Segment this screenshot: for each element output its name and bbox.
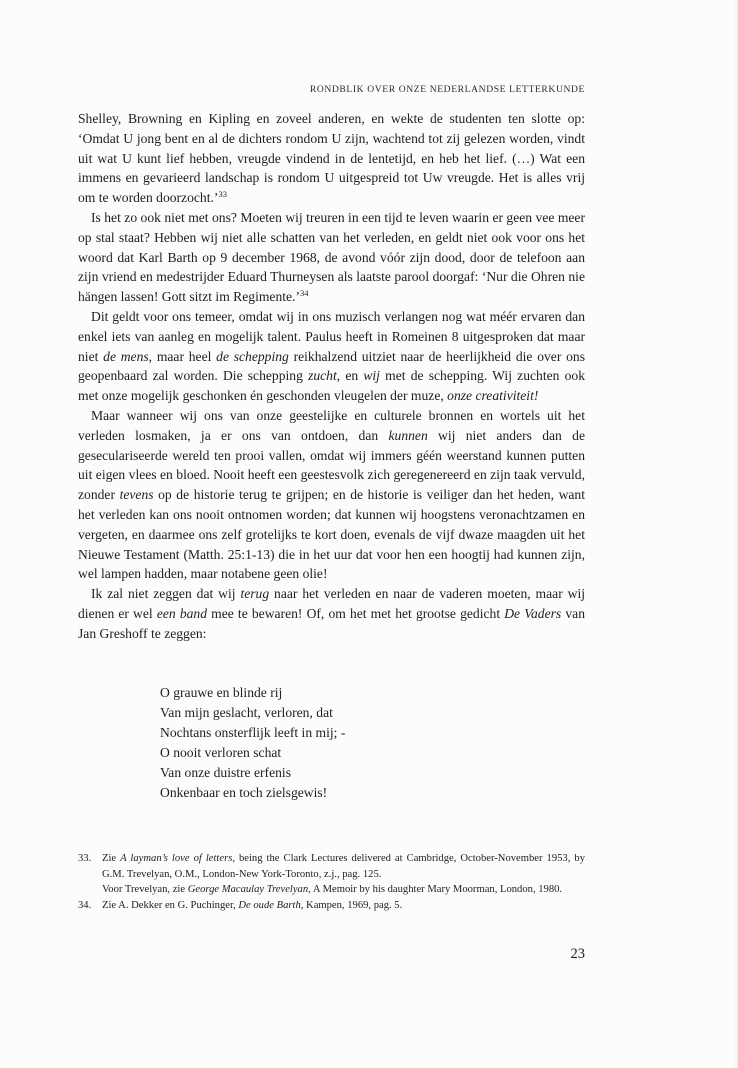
running-head: RONDBLIK OVER ONZE NEDERLANDSE LETTERKUNDE (309, 84, 585, 95)
italic-text: De oude Barth (238, 899, 301, 911)
paragraph: Maar wanneer wij ons van onze geestelijke en culturele bronnen en wortels uit het verleden losmaken, ja er ons van ontdoen, dan kunnen wij niet anders dan de geseculariseerde wereld ten prooi vallen, omdat wij immers géén weerstand kunnen putten uit eigen vlees en bloed. Nooit heeft een geestesvolk zich geregenereerd en zijn taak vervuld, zonder tevens op de historie terug te grijpen; en de historie is veiliger dan het heden, want het verleden kan ons nooit ontnomen worden; dat kunnen wij hoogstens veronachtzamen en vergeten, en daarmee ons zelf grotelijks te kort doen, evenals de vijf dwaze maagden uit het Nieuwe Testament (Matth. 25:1-13) die in het uur dat voor hen een hoogtij had kunnen zijn, wel lampen hadden, maar notabene geen olie! (78, 407, 586, 582)
poem-quotation (160, 683, 345, 803)
poem-line: Van onze duistre erfenis (160, 765, 291, 780)
body-text (78, 109, 585, 644)
footnote-number: 33. (78, 853, 92, 864)
footnotes (78, 851, 585, 913)
footnote-33 (78, 851, 585, 898)
poem-line: O nooit verloren schat (160, 745, 282, 760)
footnote-text: Zie A. Dekker en G. Puchinger, De oude Barth, Kampen, 1969, pag. 5. (102, 899, 403, 911)
italic-text: de schepping (216, 348, 289, 364)
italic-text: George Macaulay Trevelyan (187, 884, 309, 896)
footnote-reference: 33 (218, 189, 227, 200)
footnote-text: Voor Trevelyan, zie George Macaulay Trevelyan, A Memoir by his daughter Mary Moorman, London, 1980. (102, 884, 563, 896)
poem-line: O grauwe en blinde rij (160, 685, 283, 700)
footnote-text: Zie A layman’s love of letters, being the Clark Lectures delivered at Cambridge, October-November 1953, by G.M. Trevelyan, O.M., London-New York-Toronto, z.j., pag. 125. (102, 853, 585, 880)
italic-text: een band (156, 605, 208, 621)
page-edge-shadow (732, 0, 738, 1068)
paragraph: Ik zal niet zeggen dat wij terug naar het verleden en naar de vaderen moeten, maar wij dienen er wel een band mee te bewaren! Of, om het met het grootse gedicht De Vaders van Jan Greshoff te zeggen: (78, 586, 585, 641)
italic-text: tevens (119, 487, 154, 503)
italic-text: kunnen (388, 427, 428, 443)
page-number: 23 (570, 946, 585, 962)
poem-line: Van mijn geslacht, verloren, dat (160, 705, 333, 720)
italic-text: onze creativiteit! (447, 388, 539, 404)
poem-line: Nochtans onsterflijk leeft in mij; - (160, 725, 346, 740)
paragraph-continued: Shelley, Browning en Kipling en zoveel anderen, en wekte de studenten ten slotte op: ‘Omdat U jong bent en al de dichters rondom U zijn, wachtend tot zij gelezen worden, vindt uit wat U kunt lief hebben, vreugde vindend in de lentetijd, en heb het lief. (…) Wat een immens en gevarieerd landschap is rondom U uitgespreid tot Uw vreugde. Het is alles vrij om te worden doorzocht.’$^{33}$ (78, 111, 585, 206)
italic-text: A layman’s love of letters (120, 853, 233, 864)
footnote-number: 34. (78, 899, 92, 911)
italic-text: de mens (103, 348, 149, 364)
italic-text: wij (363, 368, 380, 384)
poem-line: Onkenbaar en toch zielsgewis! (160, 785, 328, 800)
footnote-reference: 34 (299, 288, 309, 299)
italic-text: terug (240, 586, 270, 602)
paragraph: Is het zo ook niet met ons? Moeten wij treuren in een tijd te leven waarin er geen vee meer op stal staat? Hebben wij niet alle schatten van het verleden, en geldt niet ook voor ons het woord dat Karl Barth op 9 december 1968, de avond vóór zijn dood, door de telefoon aan zijn vriend en medestrijder Eduard Thurneysen als laatste parool doorgaf: ‘Nur die Ohren nie hängen lassen! Gott sitzt im Regimente.’$^{34}$ (78, 209, 585, 305)
italic-text: zucht (308, 368, 337, 384)
footnote-34 (78, 898, 585, 914)
paragraph: Dit geldt voor ons temeer, omdat wij in ons muzisch verlangen nog wat méér ervaren dan enkel iets van aanleg en mogelijk talent. Paulus heeft in Romeinen 8 uitgesproken dat maar niet de mens, maar heel de schepping reikhalzend uitziet naar de heerlijkheid die over ons geopenbaard zal worden. Die schepping zucht, en wij met de schepping. Wij zuchten ook met onze mogelijk geschonken én geschonden vleugelen der muze, onze creativiteit! (78, 308, 585, 404)
italic-text: De Vaders (504, 605, 562, 621)
